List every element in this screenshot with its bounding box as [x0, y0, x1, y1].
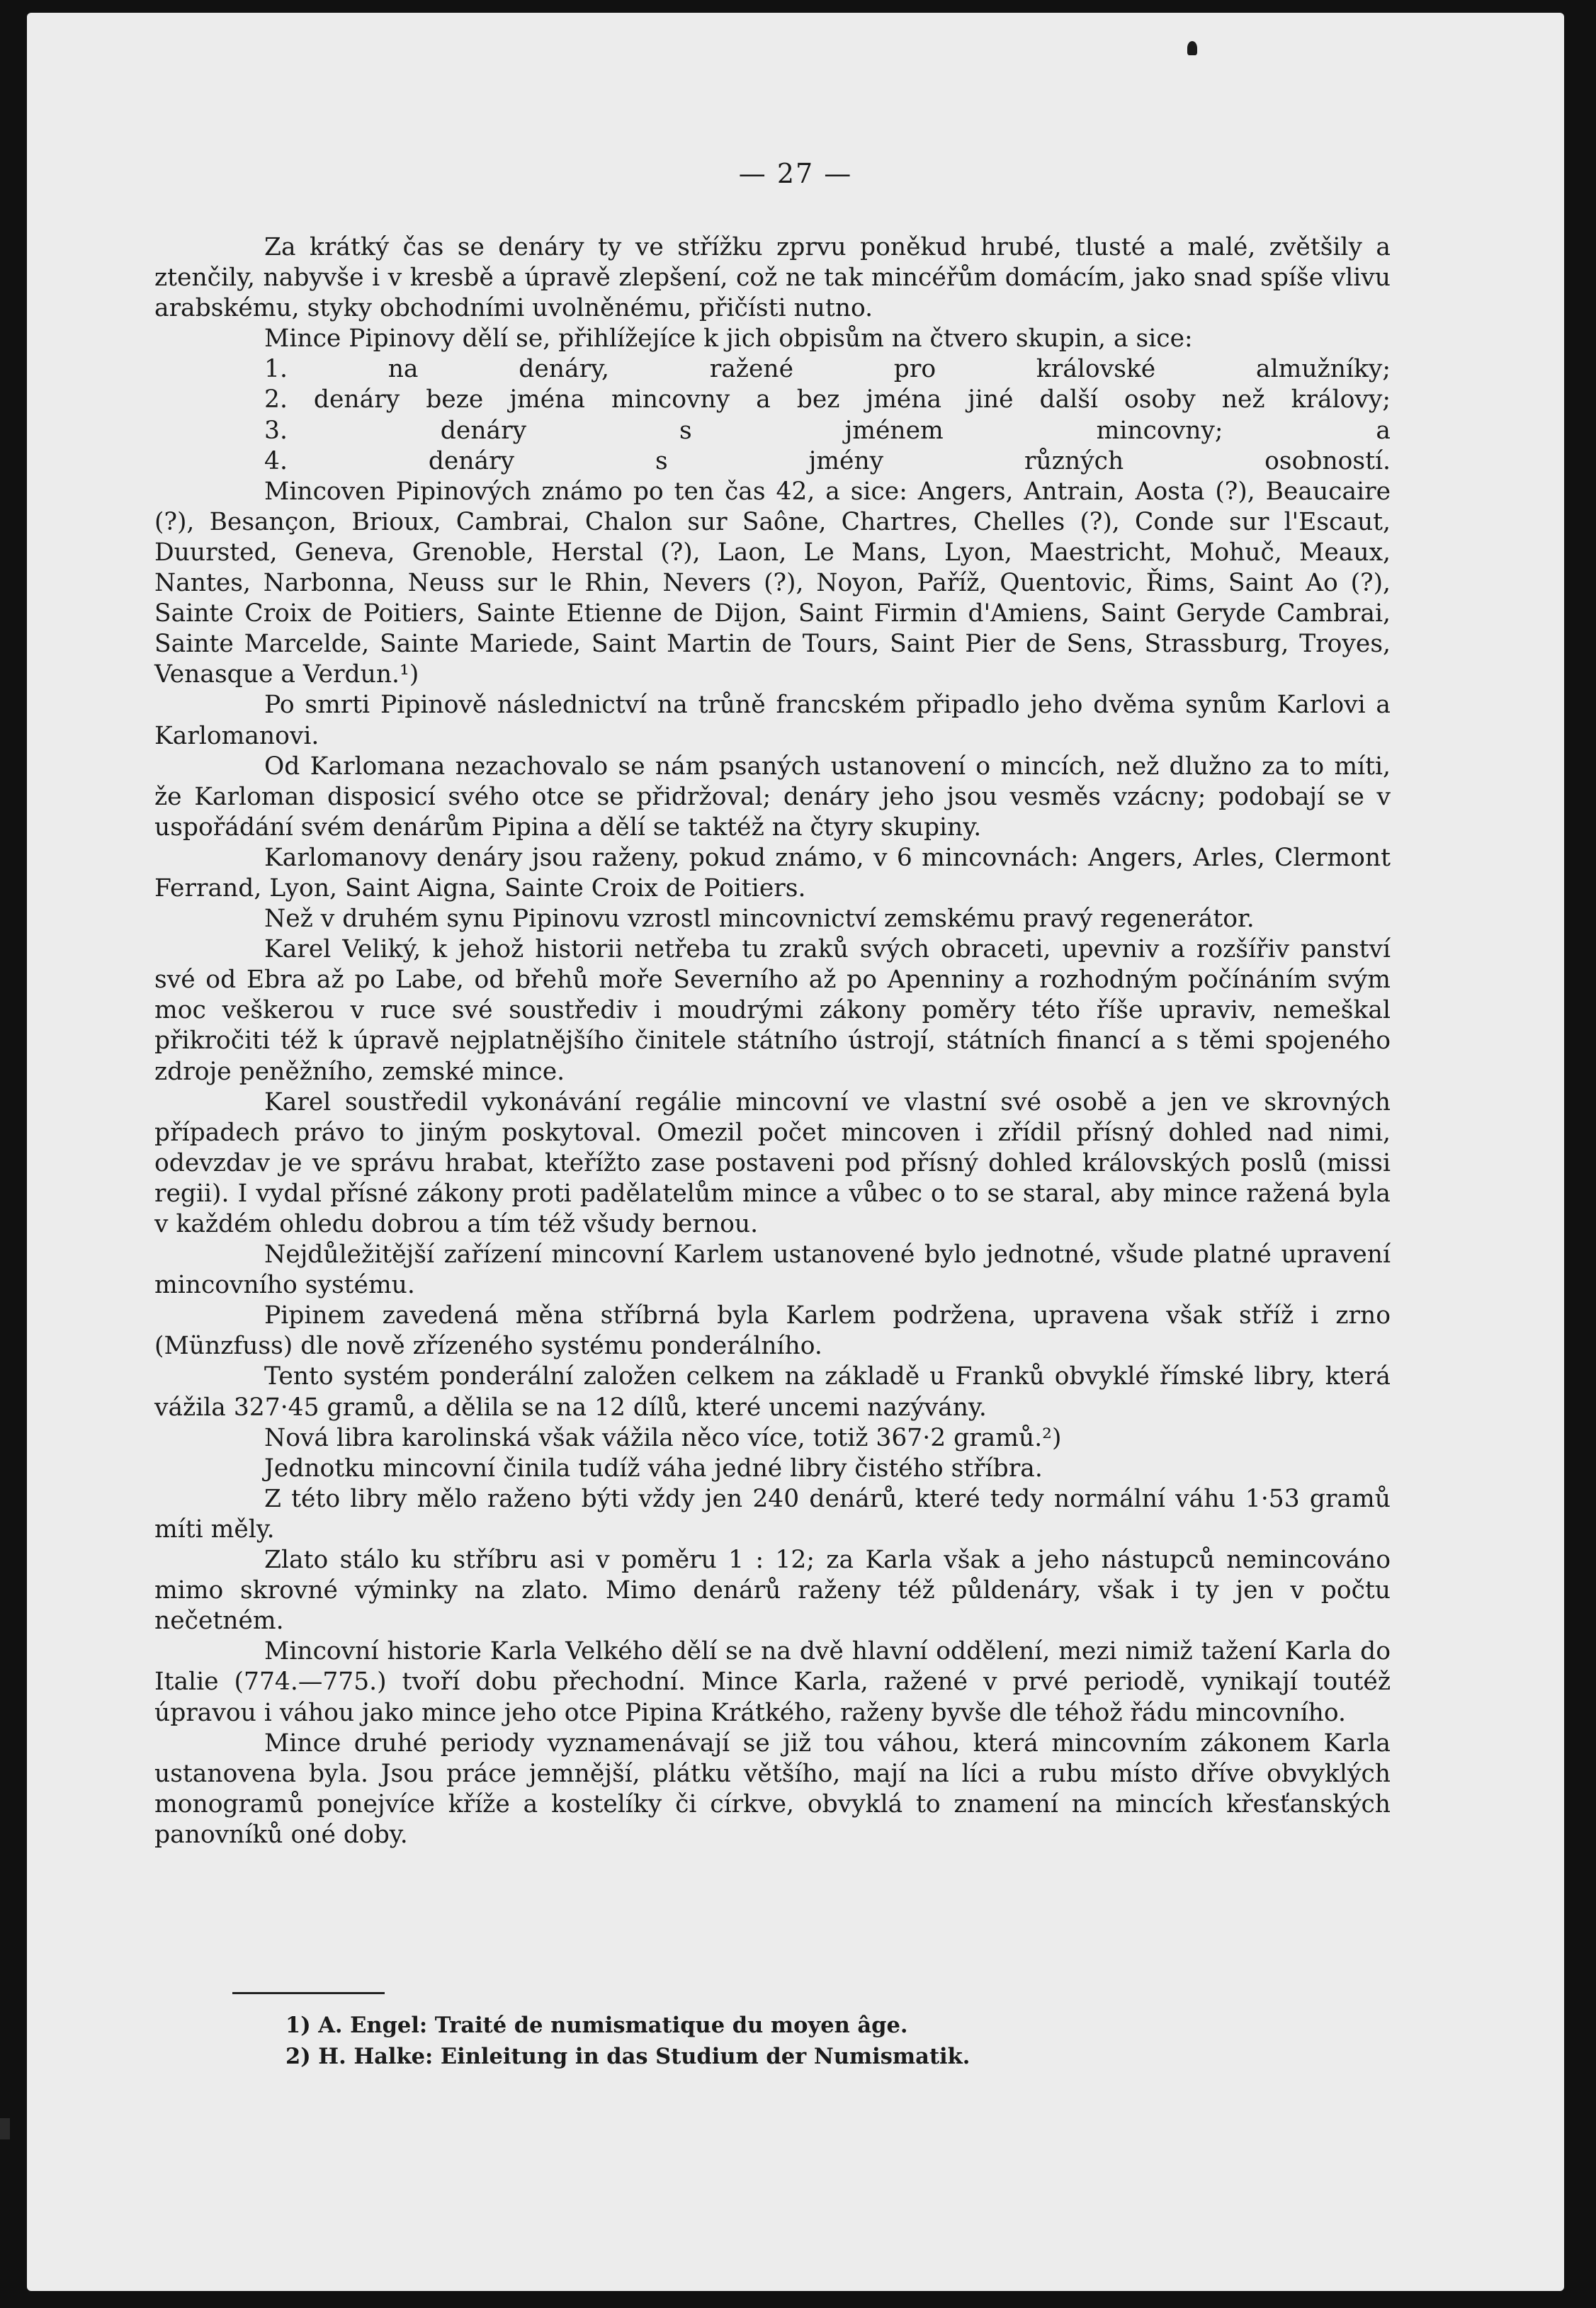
paragraph: Z této libry mělo raženo býti vždy jen 240 denárů, které tedy normální váhu 1·53 gramů míti měly. — [154, 1484, 1391, 1544]
body-text — [154, 232, 1391, 1850]
paragraph: Karlomanovy denáry jsou raženy, pokud známo, v 6 mincovnách: Angers, Arles, Clermont Ferrand, Lyon, Saint Aigna, Sainte Croix de Poitiers. — [154, 843, 1391, 903]
paragraph: Od Karlomana nezachovalo se nám psaných ustanovení o mincích, než dlužno za to míti, že Karloman disposicí svého otce se přidržoval; denáry jeho jsou vesměs vzácny; podobají se v uspořádání svém denárům Pipina a dělí se taktéž na čtyry skupiny. — [154, 752, 1391, 842]
scan-mark — [1187, 41, 1197, 55]
list-item: 4. denáry s jmény různých osobností. — [264, 446, 1391, 475]
paragraph: Než v druhém synu Pipinovu vzrostl mincovnictví zemskému pravý regenerátor. — [264, 905, 1255, 934]
footnotes — [285, 2010, 1348, 2072]
paragraph: Za krátký čas se denáry ty ve střížku zprvu poněkud hrubé, tlusté a malé, zvětšily a ztenčily, nabyvše i v kresbě a úpravě zlepšení, což ne tak mincéřům domácím, jako snad spíše vlivu arabskému, styky obchodními uvolněnému, přičísti nutno. — [154, 233, 1391, 323]
page-number: — 27 — — [738, 158, 853, 189]
paragraph: Pipinem zavedená měna stříbrná byla Karlem podržena, upravena však stříž i zrno (Münzfuss) dle nově zřízeného systému ponderálního. — [154, 1301, 1391, 1361]
list-item: 3. denáry s jménem mincovny; a — [264, 416, 1391, 445]
paragraph: Karel Veliký, k jehož historii netřeba tu zraků svých obraceti, upevniv a rozšířiv panství své od Ebra až po Labe, od břehů moře Severního až po Apenniny a rozhodným počínáním svým moc veškerou v ruce své soustřediv i moudrými zákony poměry této říše upraviv, nemeškal přikročiti též k úpravě nejplatnějšího činitele státního ústrojí, státních financí a s těmi spojeného zdroje peněžního, zemské mince. — [154, 935, 1391, 1086]
paragraph: Mince Pipinovy dělí se, přihlížejíce k jich obpisům na čtvero skupin, a sice: — [264, 324, 1193, 353]
paragraph: Po smrti Pipinově následnictví na trůně francském připadlo jeho dvěma synům Karlovi a Karlomanovi. — [154, 691, 1391, 750]
paragraph: Nejdůležitější zařízení mincovní Karlem ustanovené bylo jednotné, všude platné upravení mincovního systému. — [154, 1240, 1391, 1300]
paragraph: Karel soustředil vykonávání regálie mincovní ve vlastní své osobě a jen ve skrovných případech právo to jiným poskytoval. Omezil počet mincoven i zřídil přísný dohled nad nimi, odevzdav je ve správu hrabat, kteřížto zase postaveni pod přísný dohled královských poslů (missi regii). I vydal přísné zákony proti padělatelům mince a vůbec o to se staral, aby mince ražená byla v každém ohledu dobrou a tím též všudy bernou. — [154, 1087, 1391, 1238]
scanned-page — [27, 13, 1564, 2291]
list-item: 2. denáry beze jména mincovny a bez jména jiné další osoby než královy; — [264, 385, 1391, 414]
footnote: 2) H. Halke: Einleitung in das Studium der Numismatik. — [285, 2044, 970, 2069]
paragraph: Mince druhé periody vyznamenávají se již tou váhou, která mincovním zákonem Karla ustanovena byla. Jsou práce jemnější, plátku většího, mají na líci a rubu místo dříve obvyklých monogramů ponejvíce kříže a kostelíky či církve, obvyklá to znamení na mincích křesťanských panovníků oné doby. — [154, 1729, 1391, 1849]
paragraph: Nová libra karolinská však vážila něco více, totiž 367·2 gramů.²) — [264, 1423, 1062, 1452]
scan-edge-mark — [0, 2118, 10, 2139]
list-item: 1. na denáry, ražené pro královské almužníky; — [264, 355, 1391, 384]
paragraph: Jednotku mincovní činila tudíž váha jedné libry čistého stříbra. — [264, 1454, 1043, 1483]
paragraph: Zlato stálo ku stříbru asi v poměru 1 : 12; za Karla však a jeho nástupců nemincováno mimo skrovné výminky na zlato. Mimo denárů raženy též půldenáry, však i ty jen v počtu nečetném. — [154, 1546, 1391, 1636]
paragraph: Tento systém ponderální založen celkem na základě u Franků obvyklé římské libry, která vážila 327·45 gramů, a dělila se na 12 dílů, které uncemi nazývány. — [154, 1362, 1391, 1422]
paragraph: Mincovní historie Karla Velkého dělí se na dvě hlavní oddělení, mezi nimiž tažení Karla do Italie (774.—775.) tvoří dobu přechodní. Mince Karla, ražené v prvé periodě, vynikají toutéž úpravou i váhou jako mince jeho otce Pipina Krátkého, raženy byvše dle téhož řádu mincovního. — [154, 1637, 1391, 1727]
footnote-divider — [232, 1992, 385, 1994]
footnote: 1) A. Engel: Traité de numismatique du moyen âge. — [285, 2013, 908, 2038]
paragraph: Mincoven Pipinových známo po ten čas 42, a sice: Angers, Antrain, Aosta (?), Beaucaire (?), Besançon, Brioux, Cambrai, Chalon sur Saône, Chartres, Chelles (?), Conde sur l'Escaut, Duursted, Geneva, Grenoble, Herstal (?), Laon, Le Mans, Lyon, Maestricht, Mohuč, Meaux, Nantes, Narbonna, Neuss sur le Rhin, Nevers (?), Noyon, Paříž, Quentovic, Řims, Saint Ao (?), Sainte Croix de Poitiers, Sainte Etienne de Dijon, Saint Firmin d'Amiens, Saint Geryde Cambrai, Sainte Marcelde, Sainte Mariede, Saint Martin de Tours, Saint Pier de Sens, Strassburg, Troyes, Venasque a Verdun.¹) — [154, 477, 1391, 689]
